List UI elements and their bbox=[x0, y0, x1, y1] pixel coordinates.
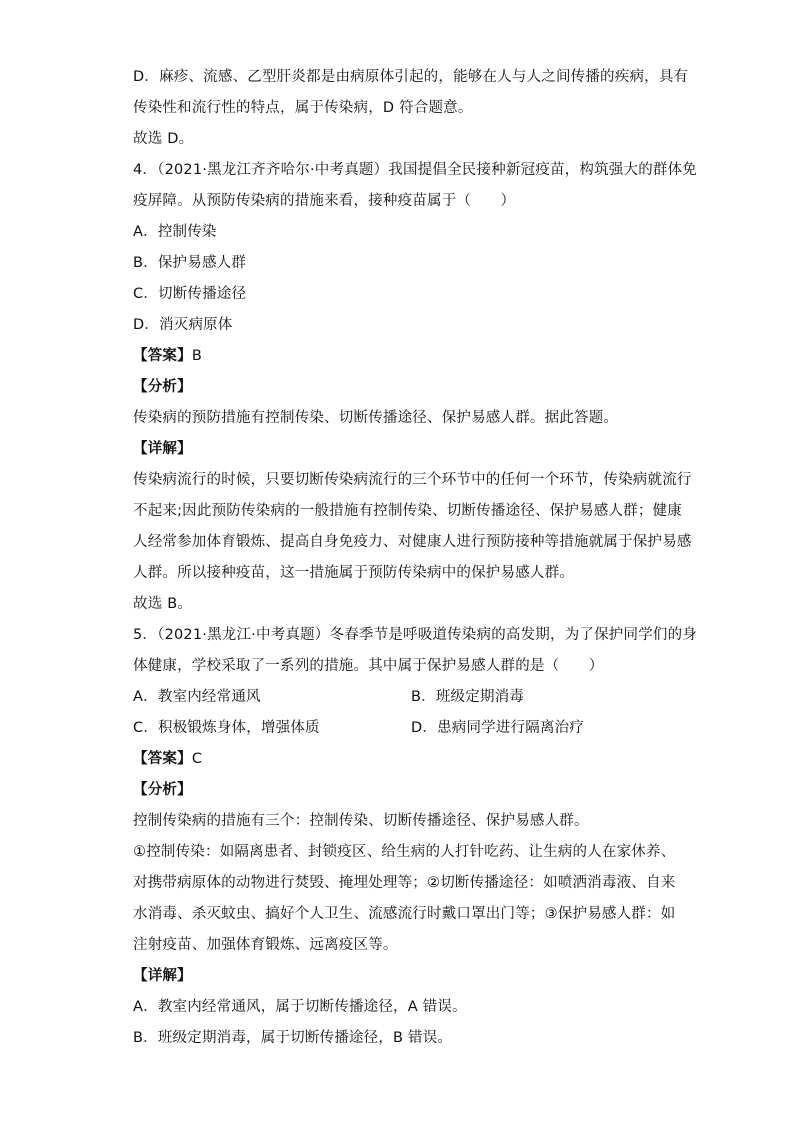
q5-options-row-2 bbox=[133, 713, 663, 744]
q5-option-b: B．班级定期消毒 bbox=[411, 689, 525, 705]
document-page bbox=[133, 62, 697, 1054]
q4-answer bbox=[133, 341, 663, 372]
q5-detail-option-a: A．教室内经常通风，属于切断传播途径，A 错误。 bbox=[133, 999, 467, 1015]
text-line: 不起来;因此预防传染病的一般措施有控制传染、切断传播途径、保护易感人群；健康 bbox=[133, 503, 682, 519]
q4-option-a: A．控制传染 bbox=[133, 224, 217, 240]
q4-detail-text bbox=[133, 465, 692, 589]
q4-analysis-text: 传染病的预防措施有控制传染、切断传播途径、保护易感人群。据此答题。 bbox=[133, 410, 619, 426]
text-line: 对携带病原体的动物进行焚毁、掩埋处理等；②切断传播途径：如喷洒消毒液、自来 bbox=[133, 875, 676, 891]
q5-options-row-1 bbox=[133, 682, 663, 713]
text-line: 人群。所以接种疫苗，这一措施属于预防传染病中的保护易感人群。 bbox=[133, 565, 574, 581]
q4-option-c: C．切断传播途径 bbox=[133, 286, 247, 302]
q5-detail-option-b: B．班级定期消毒，属于切断传播途径，B 错误。 bbox=[133, 1030, 453, 1046]
q5-detail-label: 【详解】 bbox=[133, 968, 192, 984]
answer-label: 【答案】 bbox=[133, 348, 192, 364]
q5-analysis-intro: 控制传染病的措施有三个：控制传染、切断传播途径、保护易感人群。 bbox=[133, 813, 589, 829]
answer-label: 【答案】 bbox=[133, 751, 192, 767]
text-line: 疫屏障。从预防传染病的措施来看，接种疫苗属于（ ） bbox=[133, 193, 516, 209]
text-line: 传染病流行的时候，只要切断传染病流行的三个环节中的任何一个环节，传染病就流行 bbox=[133, 472, 692, 488]
answer-value: B bbox=[191, 348, 202, 364]
q4-option-d: D．消灭病原体 bbox=[133, 317, 233, 333]
text-line: 5．（2021·黑龙江·中考真题）冬春季节是呼吸道传染病的高发期，为了保护同学们的身 bbox=[133, 627, 697, 643]
q4-analysis-label: 【分析】 bbox=[133, 379, 192, 395]
text-line: 传染性和流行性的特点，属于传染病，D 符合题意。 bbox=[133, 100, 473, 116]
q5-answer bbox=[133, 744, 663, 775]
q5-option-d: D．患病同学进行隔离治疗 bbox=[411, 720, 585, 736]
text-line: 注射疫苗、加强体育锻炼、远离疫区等。 bbox=[133, 937, 398, 953]
q4-detail-label: 【详解】 bbox=[133, 441, 192, 457]
q3-choice: 故选 D。 bbox=[133, 131, 194, 147]
text-line: ①控制传染：如隔离患者、封锁疫区、给生病的人打针吃药、让生病的人在家休养、 bbox=[133, 844, 676, 860]
q4-choice: 故选 B。 bbox=[133, 596, 193, 612]
answer-value: C bbox=[191, 751, 203, 767]
text-line: 4．（2021·黑龙江齐齐哈尔·中考真题）我国提倡全民接种新冠疫苗，构筑强大的群体免 bbox=[133, 162, 697, 178]
q4-stem bbox=[133, 155, 697, 217]
q5-analysis-text bbox=[133, 837, 676, 961]
text-line: D．麻疹、流感、乙型肝炎都是由病原体引起的，能够在人与人之间传播的疾病，具有 bbox=[133, 69, 689, 85]
q5-analysis-label: 【分析】 bbox=[133, 782, 192, 798]
text-line: 水消毒、杀灭蚊虫、搞好个人卫生、流感流行时戴口罩出门等；③保护易感人群：如 bbox=[133, 906, 676, 922]
q4-option-b: B．保护易感人群 bbox=[133, 255, 247, 271]
q5-option-c: C．积极锻炼身体，增强体质 bbox=[133, 720, 320, 736]
q3-option-d-explanation bbox=[133, 62, 689, 124]
text-line: 体健康，学校采取了一系列的措施。其中属于保护易感人群的是（ ） bbox=[133, 658, 604, 674]
text-line: 人经常参加体育锻炼、提高自身免疫力、对健康人进行预防接种等措施就属于保护易感 bbox=[133, 534, 692, 550]
q5-option-a: A．教室内经常通风 bbox=[133, 689, 261, 705]
q5-stem bbox=[133, 620, 697, 682]
